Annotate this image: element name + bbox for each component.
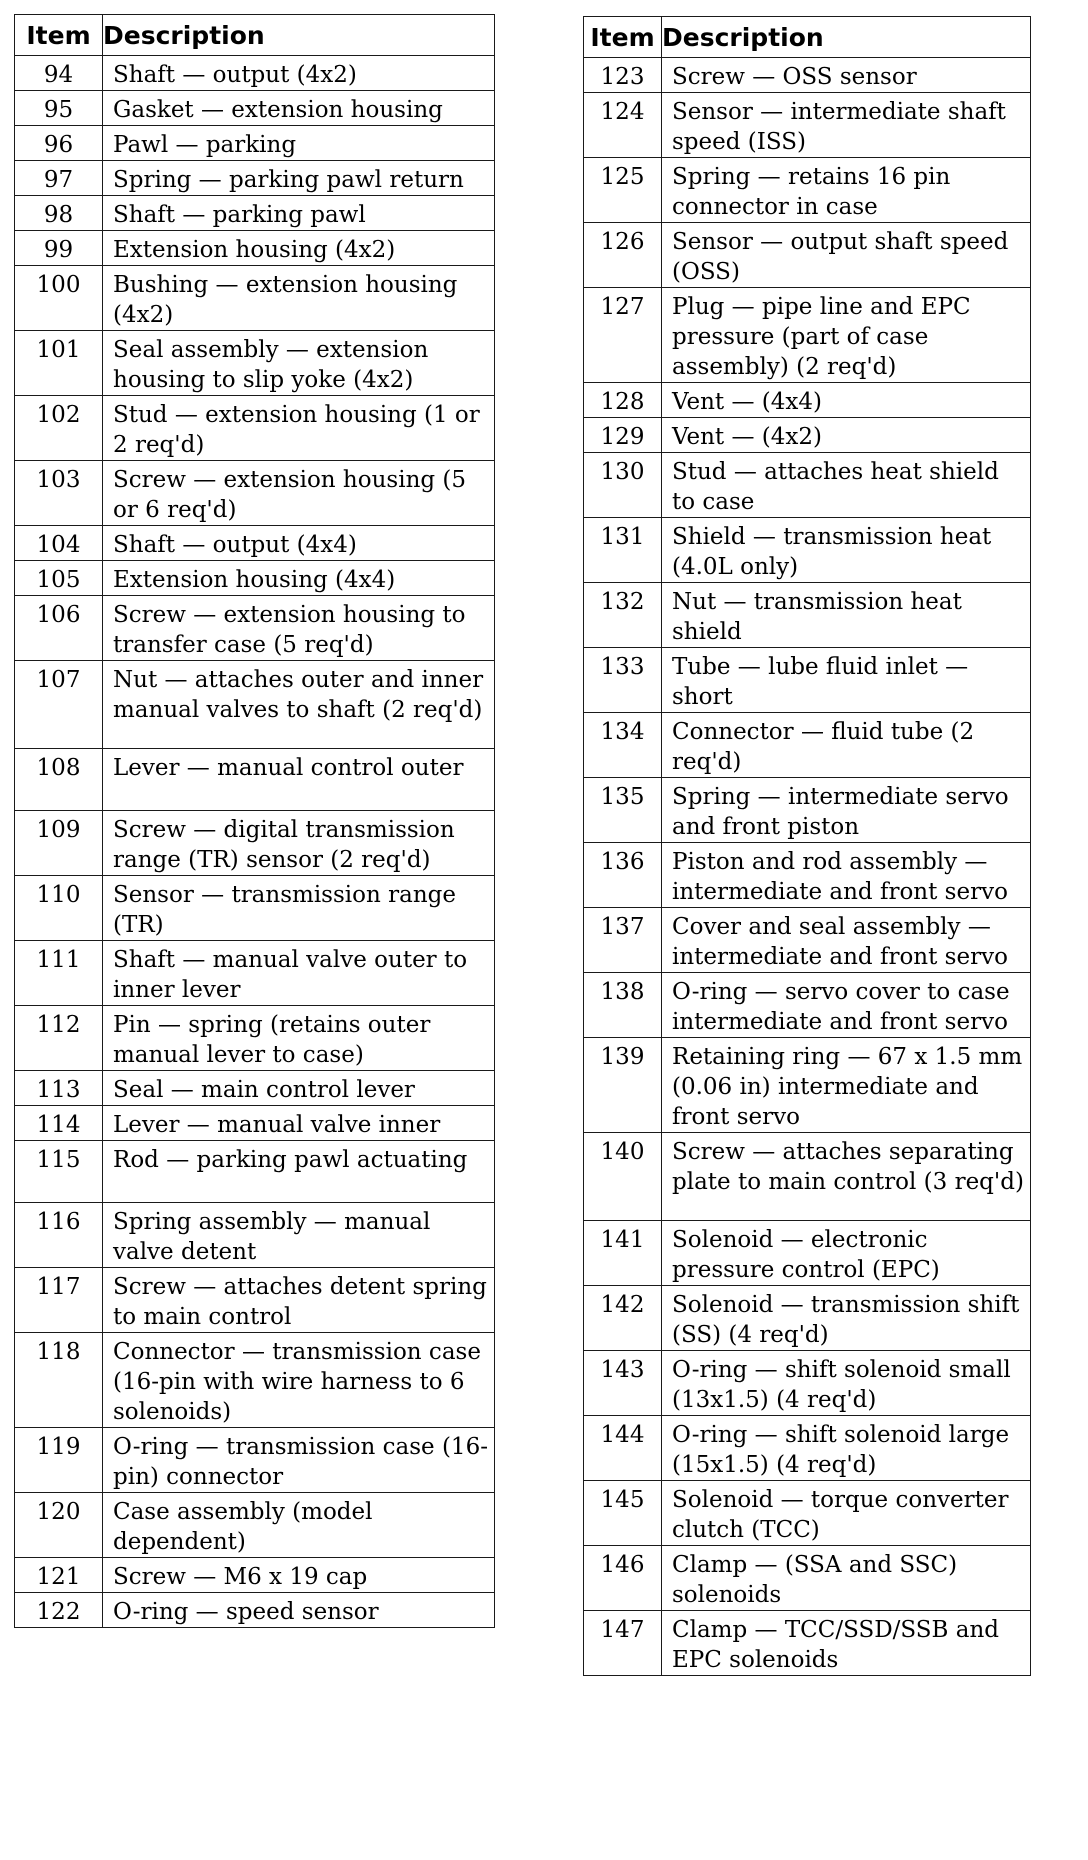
item-description: Shaft — parking pawl — [113, 202, 366, 228]
item-number: 113 — [36, 1077, 81, 1103]
table-row — [584, 1038, 1031, 1133]
item-description-cell — [662, 518, 1031, 583]
item-column-header: Item — [584, 17, 662, 58]
item-description: Pawl — parking — [113, 132, 297, 158]
table-row — [15, 161, 495, 196]
item-number-cell — [584, 908, 662, 973]
item-number-cell — [584, 58, 662, 93]
item-description: Spring assembly — manual valve detent — [113, 1209, 431, 1265]
item-description-cell — [662, 58, 1031, 93]
table-row — [584, 1286, 1031, 1351]
item-number-cell — [584, 843, 662, 908]
table-row — [584, 1133, 1031, 1221]
item-number: 107 — [36, 667, 81, 693]
table-row — [15, 1493, 495, 1558]
table-body — [584, 58, 1031, 1676]
item-number-cell — [584, 1038, 662, 1133]
table-row — [15, 1006, 495, 1071]
item-number: 142 — [600, 1292, 645, 1318]
item-number: 125 — [600, 164, 645, 190]
item-description-cell — [103, 91, 495, 126]
item-description: Extension housing (4x4) — [113, 567, 396, 593]
item-number: 146 — [600, 1552, 645, 1578]
item-number: 97 — [43, 167, 74, 193]
item-description: Tube — lube fluid inlet — short — [672, 654, 969, 710]
item-description-cell — [103, 1493, 495, 1558]
item-number-cell — [15, 561, 103, 596]
item-number: 135 — [600, 784, 645, 810]
item-description-cell — [662, 223, 1031, 288]
item-description-cell — [662, 843, 1031, 908]
item-description-cell — [662, 1133, 1031, 1221]
table-row — [15, 661, 495, 749]
item-number-cell — [15, 56, 103, 91]
item-description: Spring — parking pawl return — [113, 167, 464, 193]
item-description: Shield — transmission heat (4.0L only) — [672, 524, 992, 580]
table-row — [584, 418, 1031, 453]
item-description: Sensor — output shaft speed (OSS) — [672, 229, 1009, 285]
item-number-cell — [584, 1351, 662, 1416]
item-description-cell — [103, 941, 495, 1006]
item-number: 101 — [36, 337, 81, 363]
item-number: 143 — [600, 1357, 645, 1383]
item-description-cell — [103, 56, 495, 91]
item-description-cell — [103, 1268, 495, 1333]
table-row — [15, 461, 495, 526]
table-row — [15, 331, 495, 396]
item-description: Case assembly (model dependent) — [113, 1499, 373, 1555]
item-description: Sensor — transmission range (TR) — [113, 882, 456, 938]
table-row — [15, 526, 495, 561]
item-number-cell — [584, 518, 662, 583]
item-number-cell — [584, 1611, 662, 1676]
item-number-cell — [15, 876, 103, 941]
item-description: Screw — digital transmission range (TR) sensor (2 req'd) — [113, 817, 455, 873]
table-row — [15, 1141, 495, 1203]
parts-table-right — [583, 16, 1031, 1676]
table-row — [15, 876, 495, 941]
item-number: 145 — [600, 1487, 645, 1513]
item-description-cell — [103, 396, 495, 461]
table-row — [584, 1546, 1031, 1611]
item-number: 133 — [600, 654, 645, 680]
item-number: 105 — [36, 567, 81, 593]
item-description: Cover and seal assembly — intermediate and front servo — [672, 914, 1008, 970]
item-number-cell — [584, 583, 662, 648]
item-number: 120 — [36, 1499, 81, 1525]
table-row — [15, 749, 495, 811]
item-description-cell — [662, 1286, 1031, 1351]
item-description: Plug — pipe line and EPC pressure (part of case assembly) (2 req'd) — [672, 294, 971, 380]
item-number: 108 — [36, 755, 81, 781]
item-description: Piston and rod assembly — intermediate and front servo — [672, 849, 1008, 905]
item-number: 128 — [600, 389, 645, 415]
item-description-cell — [662, 288, 1031, 383]
item-description-cell — [103, 231, 495, 266]
table-row — [15, 941, 495, 1006]
item-number: 99 — [43, 237, 74, 263]
item-description: Sensor — intermediate shaft speed (ISS) — [672, 99, 1006, 155]
table-row — [15, 1333, 495, 1428]
item-description-cell — [662, 908, 1031, 973]
item-description: O-ring — speed sensor — [113, 1599, 379, 1625]
table-row — [15, 91, 495, 126]
item-number-cell — [584, 418, 662, 453]
item-description: Screw — attaches separating plate to main control (3 req'd) — [672, 1139, 1024, 1195]
item-description: Lever — manual control outer — [113, 755, 464, 781]
table-row — [584, 93, 1031, 158]
table-row — [584, 1351, 1031, 1416]
item-number-cell — [15, 126, 103, 161]
item-number-cell — [15, 811, 103, 876]
item-number: 100 — [36, 272, 81, 298]
item-description: O-ring — shift solenoid large (15x1.5) (4 req'd) — [672, 1422, 1010, 1478]
item-number-cell — [15, 1071, 103, 1106]
item-description-cell — [662, 973, 1031, 1038]
table-row — [584, 158, 1031, 223]
item-number-cell — [15, 1493, 103, 1558]
item-description: O-ring — transmission case (16-pin) connector — [113, 1434, 488, 1490]
table-row — [15, 231, 495, 266]
table-row — [584, 843, 1031, 908]
item-description: Shaft — output (4x4) — [113, 532, 357, 558]
item-number: 109 — [36, 817, 81, 843]
item-description: Pin — spring (retains outer manual lever to case) — [113, 1012, 431, 1068]
item-description-cell — [103, 1071, 495, 1106]
item-description: Lever — manual valve inner — [113, 1112, 441, 1138]
table-row — [584, 1416, 1031, 1481]
item-description-cell — [103, 1593, 495, 1628]
item-description-cell — [103, 661, 495, 749]
table-row — [15, 1428, 495, 1493]
item-description-cell — [662, 1038, 1031, 1133]
item-number: 117 — [36, 1274, 81, 1300]
item-number-cell — [584, 288, 662, 383]
item-number: 111 — [36, 947, 81, 973]
item-number: 94 — [43, 62, 74, 88]
header-row — [584, 17, 1031, 58]
item-description: Stud — attaches heat shield to case — [672, 459, 999, 515]
item-number: 123 — [600, 64, 645, 90]
item-number-cell — [15, 196, 103, 231]
item-number-cell — [15, 1268, 103, 1333]
item-description-cell — [662, 453, 1031, 518]
item-description: Seal — main control lever — [113, 1077, 415, 1103]
item-description-cell — [103, 1333, 495, 1428]
item-description: Extension housing (4x2) — [113, 237, 396, 263]
item-number-cell — [584, 973, 662, 1038]
item-description-cell — [103, 126, 495, 161]
item-number: 106 — [36, 602, 81, 628]
item-number-cell — [15, 1141, 103, 1203]
item-description-cell — [103, 196, 495, 231]
item-number-cell — [15, 596, 103, 661]
item-number: 141 — [600, 1227, 645, 1253]
item-description-cell — [103, 876, 495, 941]
item-number-cell — [15, 749, 103, 811]
table-row — [584, 1611, 1031, 1676]
table-row — [584, 778, 1031, 843]
item-number-cell — [584, 93, 662, 158]
table-row — [15, 396, 495, 461]
description-column-header: Description — [662, 17, 1031, 58]
item-number: 144 — [600, 1422, 645, 1448]
table-row — [584, 288, 1031, 383]
item-number: 137 — [600, 914, 645, 940]
item-number: 118 — [36, 1339, 81, 1365]
item-number: 119 — [36, 1434, 81, 1460]
item-number-cell — [584, 453, 662, 518]
item-number-cell — [15, 1203, 103, 1268]
item-description: Seal assembly — extension housing to slip yoke (4x2) — [113, 337, 429, 393]
item-description: Screw — M6 x 19 cap — [113, 1564, 368, 1590]
item-description: Screw — extension housing (5 or 6 req'd) — [113, 467, 467, 523]
table-row — [584, 1481, 1031, 1546]
item-description-cell — [103, 1558, 495, 1593]
item-number-cell — [15, 1428, 103, 1493]
item-number: 124 — [600, 99, 645, 125]
item-description-cell — [662, 648, 1031, 713]
item-description: O-ring — shift solenoid small (13x1.5) (4 req'd) — [672, 1357, 1011, 1413]
item-description: Vent — (4x2) — [672, 424, 822, 450]
item-number-cell — [15, 661, 103, 749]
item-number: 98 — [43, 202, 74, 228]
item-description-cell — [662, 713, 1031, 778]
item-number: 138 — [600, 979, 645, 1005]
table-row — [584, 583, 1031, 648]
item-description: Vent — (4x4) — [672, 389, 822, 415]
item-number-cell — [584, 1546, 662, 1611]
item-number-cell — [15, 266, 103, 331]
item-number: 102 — [36, 402, 81, 428]
item-description-cell — [103, 1006, 495, 1071]
item-description-cell — [103, 561, 495, 596]
item-number: 103 — [36, 467, 81, 493]
item-description: Nut — attaches outer and inner manual valves to shaft (2 req'd) — [113, 667, 484, 723]
table-row — [584, 973, 1031, 1038]
item-description: Connector — fluid tube (2 req'd) — [672, 719, 975, 775]
item-description-cell — [103, 811, 495, 876]
item-number-cell — [584, 1221, 662, 1286]
item-number-cell — [584, 223, 662, 288]
item-description: Clamp — TCC/SSD/SSB and EPC solenoids — [672, 1617, 999, 1673]
table-row — [15, 126, 495, 161]
item-description: Screw — extension housing to transfer case (5 req'd) — [113, 602, 466, 658]
item-description-cell — [103, 1106, 495, 1141]
item-number-cell — [15, 1106, 103, 1141]
item-number: 110 — [36, 882, 81, 908]
item-description-cell — [662, 1351, 1031, 1416]
item-description: Bushing — extension housing (4x2) — [113, 272, 458, 328]
item-description: Solenoid — electronic pressure control (EPC) — [672, 1227, 940, 1283]
item-number: 114 — [36, 1112, 81, 1138]
item-description: Clamp — (SSA and SSC) solenoids — [672, 1552, 958, 1608]
table-row — [15, 596, 495, 661]
item-number-cell — [584, 1286, 662, 1351]
table-row — [584, 453, 1031, 518]
table-row — [584, 58, 1031, 93]
table-row — [584, 223, 1031, 288]
item-description: Spring — intermediate servo and front piston — [672, 784, 1009, 840]
item-description-cell — [662, 93, 1031, 158]
table-row — [584, 518, 1031, 583]
item-number-cell — [584, 158, 662, 223]
table-row — [15, 1106, 495, 1141]
item-description: Rod — parking pawl actuating — [113, 1147, 468, 1173]
table-row — [15, 1071, 495, 1106]
item-number: 140 — [600, 1139, 645, 1165]
table-row — [15, 1203, 495, 1268]
item-number-cell — [15, 461, 103, 526]
item-number-cell — [15, 1558, 103, 1593]
item-description: O-ring — servo cover to case intermediate and front servo — [672, 979, 1010, 1035]
item-description: Screw — attaches detent spring to main control — [113, 1274, 487, 1330]
item-description-cell — [662, 158, 1031, 223]
item-description: Solenoid — transmission shift (SS) (4 req'd) — [672, 1292, 1020, 1348]
item-number-cell — [584, 1416, 662, 1481]
item-number-cell — [15, 396, 103, 461]
table-row — [584, 908, 1031, 973]
header-row — [15, 15, 495, 56]
item-number: 95 — [43, 97, 74, 123]
item-number-cell — [584, 648, 662, 713]
item-description-cell — [103, 526, 495, 561]
item-description-cell — [662, 1221, 1031, 1286]
table-row — [584, 1221, 1031, 1286]
table-row — [584, 383, 1031, 418]
item-description-cell — [662, 418, 1031, 453]
item-description-cell — [103, 331, 495, 396]
item-number-cell — [15, 1006, 103, 1071]
item-number-cell — [584, 713, 662, 778]
item-number-cell — [584, 1133, 662, 1221]
item-number: 112 — [36, 1012, 81, 1038]
item-number-cell — [15, 1333, 103, 1428]
table-row — [15, 196, 495, 231]
item-description-cell — [103, 1428, 495, 1493]
item-number: 132 — [600, 589, 645, 615]
item-number-cell — [584, 778, 662, 843]
item-description-cell — [103, 266, 495, 331]
table-row — [15, 1593, 495, 1628]
item-description: Shaft — output (4x2) — [113, 62, 357, 88]
table-row — [584, 648, 1031, 713]
item-number-cell — [15, 91, 103, 126]
item-number: 104 — [36, 532, 81, 558]
table-row — [15, 1558, 495, 1593]
item-number-cell — [15, 526, 103, 561]
item-description: Spring — retains 16 pin connector in case — [672, 164, 951, 220]
item-number: 139 — [600, 1044, 645, 1070]
item-number-cell — [15, 231, 103, 266]
item-description-cell — [662, 583, 1031, 648]
table-row — [584, 713, 1031, 778]
table-row — [15, 811, 495, 876]
item-description-cell — [662, 1481, 1031, 1546]
item-number-cell — [15, 1593, 103, 1628]
item-description-cell — [662, 1546, 1031, 1611]
item-number: 126 — [600, 229, 645, 255]
item-description-cell — [103, 461, 495, 526]
item-description-cell — [103, 1141, 495, 1203]
table-row — [15, 561, 495, 596]
item-description-cell — [662, 1416, 1031, 1481]
item-number-cell — [15, 161, 103, 196]
item-description: Gasket — extension housing — [113, 97, 443, 123]
item-description: Solenoid — torque converter clutch (TCC) — [672, 1487, 1009, 1543]
item-number-cell — [584, 1481, 662, 1546]
item-number: 96 — [43, 132, 74, 158]
item-description-cell — [662, 778, 1031, 843]
item-description-cell — [103, 596, 495, 661]
item-description: Stud — extension housing (1 or 2 req'd) — [113, 402, 480, 458]
item-number: 136 — [600, 849, 645, 875]
item-description: Shaft — manual valve outer to inner lever — [113, 947, 468, 1003]
item-number-cell — [15, 941, 103, 1006]
item-description-cell — [103, 749, 495, 811]
table-row — [15, 266, 495, 331]
item-number: 134 — [600, 719, 645, 745]
item-number: 121 — [36, 1564, 81, 1590]
item-column-header: Item — [15, 15, 103, 56]
description-column-header: Description — [103, 15, 495, 56]
item-description: Nut — transmission heat shield — [672, 589, 962, 645]
table-body — [15, 56, 495, 1628]
item-number: 147 — [600, 1617, 645, 1643]
parts-table-left — [14, 14, 495, 1628]
item-description-cell — [662, 1611, 1031, 1676]
item-description-cell — [103, 1203, 495, 1268]
item-number-cell — [15, 331, 103, 396]
table-row — [15, 56, 495, 91]
item-number: 130 — [600, 459, 645, 485]
item-description: Retaining ring — 67 x 1.5 mm (0.06 in) intermediate and front servo — [672, 1044, 1023, 1130]
item-number: 115 — [36, 1147, 81, 1173]
item-number: 131 — [600, 524, 645, 550]
item-number: 129 — [600, 424, 645, 450]
item-description: Connector — transmission case (16-pin with wire harness to 6 solenoids) — [113, 1339, 481, 1425]
table-row — [15, 1268, 495, 1333]
item-number-cell — [584, 383, 662, 418]
item-description-cell — [662, 383, 1031, 418]
item-description: Screw — OSS sensor — [672, 64, 917, 90]
item-number: 116 — [36, 1209, 81, 1235]
item-number: 127 — [600, 294, 645, 320]
item-description-cell — [103, 161, 495, 196]
item-number: 122 — [36, 1599, 81, 1625]
